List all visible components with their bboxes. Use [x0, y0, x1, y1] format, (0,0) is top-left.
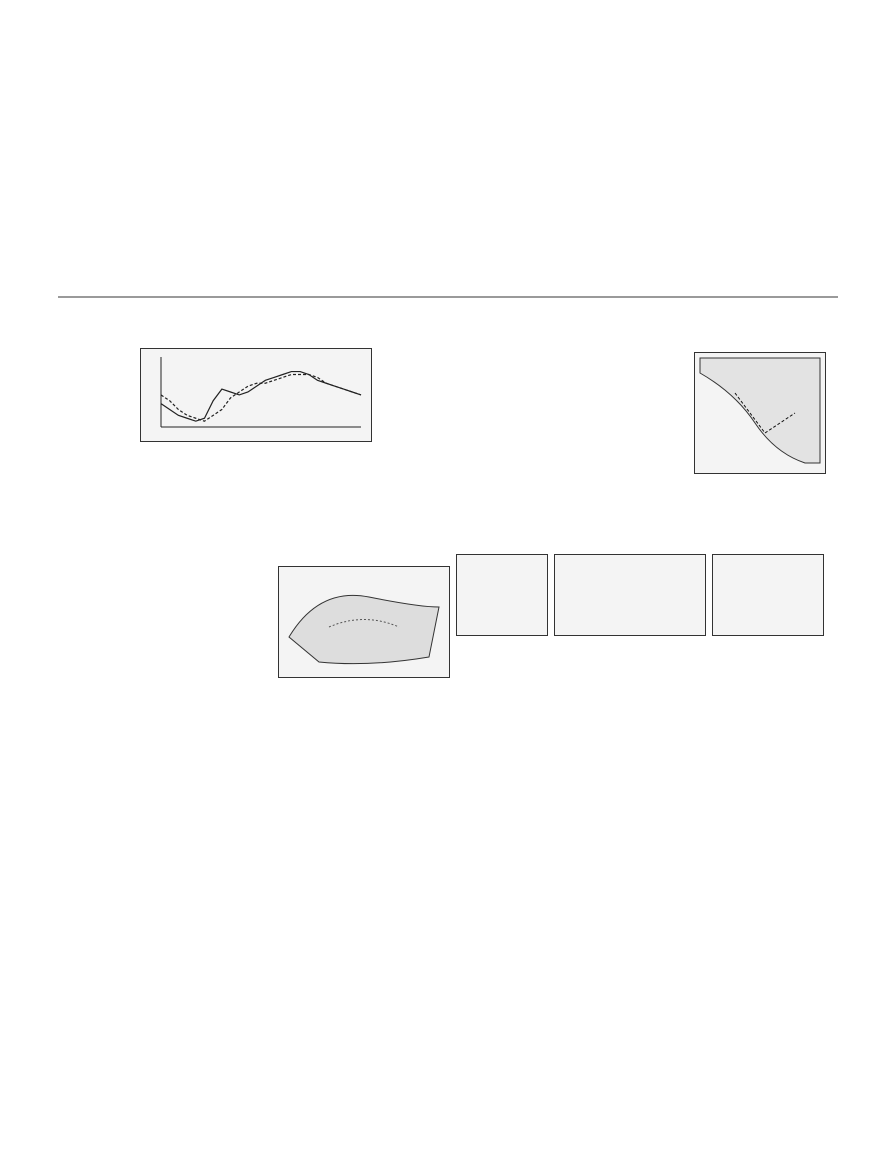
- question-15: [456, 352, 686, 366]
- option[interactable]: [80, 672, 270, 686]
- option[interactable]: [277, 510, 450, 524]
- option[interactable]: [80, 686, 270, 700]
- map-drawing: [279, 567, 449, 677]
- figure-3-chart: [140, 348, 372, 442]
- right-column: [456, 328, 826, 740]
- option[interactable]: [80, 582, 270, 596]
- question-14: [80, 718, 450, 732]
- question-18: [456, 644, 826, 658]
- option[interactable]: [94, 524, 267, 538]
- question-11: [80, 494, 450, 508]
- option[interactable]: [80, 610, 270, 624]
- question-19: [456, 692, 826, 706]
- option[interactable]: [653, 722, 826, 736]
- figure-6-inset: [456, 554, 548, 636]
- option[interactable]: [653, 512, 826, 526]
- option[interactable]: [470, 498, 643, 512]
- question-17: [456, 482, 826, 496]
- question-12: [80, 566, 270, 580]
- option[interactable]: [470, 660, 643, 674]
- option[interactable]: [80, 658, 270, 672]
- option[interactable]: [470, 708, 643, 722]
- option[interactable]: [94, 748, 267, 762]
- figure-7-climograph: [712, 554, 824, 636]
- option[interactable]: [94, 462, 267, 476]
- series-line: [161, 372, 361, 422]
- figure-4-map: [278, 566, 450, 678]
- question-16: [456, 400, 686, 414]
- option[interactable]: [653, 498, 826, 512]
- option[interactable]: [94, 734, 267, 748]
- option[interactable]: [583, 382, 686, 396]
- option[interactable]: [94, 476, 267, 490]
- option[interactable]: [456, 444, 686, 458]
- option[interactable]: [277, 524, 450, 538]
- option[interactable]: [470, 368, 573, 382]
- intro-paragraph: [80, 328, 450, 342]
- option[interactable]: [277, 734, 450, 748]
- option[interactable]: [653, 660, 826, 674]
- question-13: [80, 642, 270, 656]
- usa-paragraph: [456, 530, 826, 544]
- exam-sheet: [58, 296, 838, 838]
- option[interactable]: [653, 674, 826, 688]
- left-column: [80, 328, 450, 766]
- option[interactable]: [653, 708, 826, 722]
- lake-paragraph: [80, 542, 450, 556]
- option[interactable]: [80, 624, 270, 638]
- figure-5-map: [694, 352, 826, 474]
- option[interactable]: [277, 476, 450, 490]
- map-drawing: [695, 353, 825, 473]
- option[interactable]: [470, 382, 573, 396]
- option[interactable]: [583, 368, 686, 382]
- option[interactable]: [80, 700, 270, 714]
- option[interactable]: [470, 722, 643, 736]
- option[interactable]: [277, 462, 450, 476]
- option[interactable]: [277, 748, 450, 762]
- option[interactable]: [80, 596, 270, 610]
- option[interactable]: [470, 512, 643, 526]
- question-10: [80, 446, 450, 460]
- option[interactable]: [94, 510, 267, 524]
- line-chart: [141, 349, 371, 441]
- option[interactable]: [470, 674, 643, 688]
- option[interactable]: [456, 458, 686, 472]
- option[interactable]: [456, 430, 686, 444]
- intro-paragraph: [456, 328, 826, 342]
- figure-6-map: [554, 554, 706, 636]
- option[interactable]: [456, 416, 686, 430]
- series-line: [161, 375, 361, 422]
